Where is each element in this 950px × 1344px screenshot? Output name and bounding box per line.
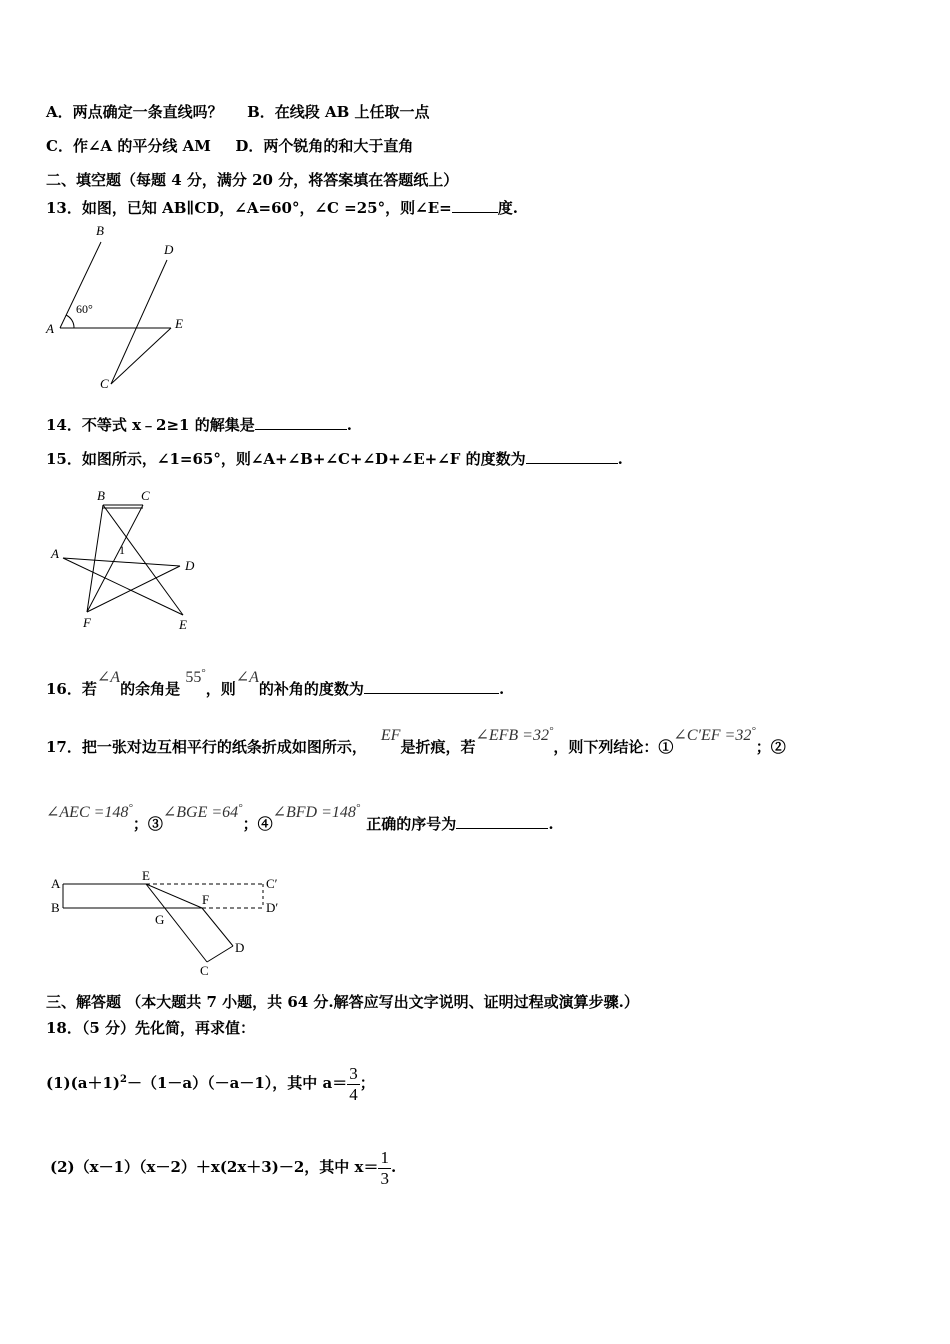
q15-label-e: E — [179, 617, 187, 632]
q17-bfd-degree: ° — [355, 802, 361, 814]
q17-label-c: C — [200, 963, 209, 978]
q17-label-a: A — [51, 876, 61, 891]
q17-aec-degree: ° — [128, 802, 133, 814]
q17-label-g: G — [155, 912, 165, 927]
q18-part1-end: ； — [359, 1074, 375, 1092]
q12-option-c: C．作∠A 的平分线 AM — [46, 137, 211, 155]
q13-answer-blank[interactable] — [452, 196, 498, 213]
q12-option-d: D．两个锐角的和大于直角 — [235, 137, 414, 155]
q17-label-e: E — [142, 868, 150, 883]
q16-answer-blank[interactable] — [364, 677, 499, 694]
section3-title: 三、解答题 （本大题共 7 小题，共 64 分.解答应写出文字说明、证明过程或演算步骤.） — [46, 993, 639, 1011]
q17-label-d: D — [235, 940, 245, 955]
q16-value-number: 55 — [185, 669, 202, 686]
q14-prefix: 14．不等式 x﹣2≥1 的解集是 — [46, 416, 255, 434]
q18-title: 18．（5 分）先化简，再求值： — [46, 1019, 256, 1037]
q14-suffix: . — [346, 416, 352, 434]
q17-label-d1: D′ — [266, 900, 279, 915]
q17-mid6: 正确的序号为 — [366, 815, 457, 833]
q16-mid1: 的余角是 — [120, 680, 181, 698]
q18-part1 — [46, 1056, 375, 1107]
q16-prefix: 16．若 — [46, 680, 97, 698]
q17-bge-degree: ° — [238, 802, 243, 814]
q18-part2-numerator: 1 — [380, 1147, 389, 1167]
q15-label-d: D — [185, 558, 195, 573]
q13-figure — [40, 220, 200, 395]
q15-line-ad — [63, 558, 180, 566]
q17-crease-ef — [146, 884, 202, 908]
q13-label-b: B — [96, 223, 104, 238]
q17-angle-bge — [163, 804, 243, 821]
q15-label-f: F — [83, 615, 91, 630]
q13-line-ce — [111, 328, 171, 384]
q13-angle-arc — [66, 315, 74, 328]
q16-mid3: 的补角的度数为 — [258, 680, 364, 698]
q17-angle-bfd — [273, 804, 361, 821]
q17-line2 — [46, 802, 554, 836]
q15-label-b: B — [97, 488, 105, 503]
q17-angle-efb-text: ∠EFB =32 — [475, 727, 549, 744]
q18-part1-numerator: 3 — [349, 1063, 358, 1083]
q13-label-a: A — [46, 321, 54, 336]
q17-label-f: F — [202, 892, 210, 907]
q13-label-c: C — [100, 376, 109, 391]
q17-angle-aec-text: ∠AEC =148 — [46, 804, 129, 821]
q18-part2-fraction — [378, 1148, 391, 1189]
q15-prefix: 15．如图所示，∠1=65°，则∠A+∠B+∠C+∠D+∠E+∠F 的度数为 — [46, 450, 526, 468]
q18-part2-denominator: 3 — [380, 1168, 389, 1188]
q17-line1 — [46, 725, 786, 759]
q17-angle-c1ef — [673, 727, 755, 744]
q13-label-e: E — [175, 316, 183, 331]
q18-part1-exponent: 2 — [119, 1074, 127, 1085]
q17-angle-efb — [475, 727, 553, 744]
q15-text — [46, 447, 623, 469]
q17-figure — [45, 868, 295, 980]
q16-angle-a: ∠A — [96, 669, 121, 686]
q15-line-fd — [87, 566, 180, 612]
q17-c1-degree: ° — [751, 725, 756, 737]
q15-answer-blank[interactable] — [526, 447, 618, 464]
q15-label-c: C — [141, 488, 150, 503]
q12-option-b: B．在线段 AB 上任取一点 — [247, 103, 430, 121]
q14-answer-blank[interactable] — [255, 413, 347, 430]
q15-line-ae — [63, 558, 183, 615]
q16-mid2: ，则 — [205, 680, 236, 698]
q13-label-d: D — [164, 242, 174, 257]
q17-angle-aec — [46, 804, 133, 821]
q13-angle-label: 60° — [76, 302, 93, 316]
q15-suffix: . — [617, 450, 623, 468]
q13-suffix: 度. — [497, 199, 518, 217]
q18-part2-end: . — [390, 1158, 397, 1176]
q12-option-a: A．两点确定一条直线吗？ — [46, 103, 223, 121]
q18-part1-b: －（1－a）（－a－1），其中 a＝ — [126, 1074, 348, 1092]
q18-part2 — [50, 1143, 396, 1191]
q17-suffix: . — [548, 815, 554, 833]
q16-angle-a-2: ∠A — [235, 669, 259, 686]
q15-label-a: A — [51, 546, 59, 561]
q15-label-1: 1 — [119, 543, 125, 557]
q13-text — [46, 196, 518, 218]
q14-text — [46, 413, 352, 435]
q17-mid3: ；② — [755, 738, 786, 756]
section2-title: 二、填空题（每题 4 分，满分 20 分，将答案填在答题纸上） — [46, 171, 459, 189]
q17-angle-bfd-text: ∠BFD =148 — [272, 804, 356, 821]
q17-mid5: ；④ — [242, 815, 273, 833]
q17-angle-bge-text: ∠BGE =64 — [162, 804, 239, 821]
q17-fold-fd — [202, 908, 233, 946]
q17-ef: EF — [380, 727, 401, 744]
q12-options-row2 — [46, 136, 413, 156]
q16-suffix: . — [498, 680, 505, 698]
q13-prefix: 13．如图，已知 AB∥CD，∠A=60°，∠C =25°，则∠E= — [46, 199, 452, 217]
q12-options-row1 — [46, 102, 430, 122]
q17-mid4: ；③ — [132, 815, 163, 833]
q17-mid2: ，则下列结论：① — [553, 738, 674, 756]
q17-fold-cd — [207, 946, 233, 962]
q17-angle-c1ef-text: ∠C′EF =32 — [673, 727, 752, 744]
q13-line-dc — [111, 260, 167, 384]
q18-part1-denominator: 4 — [349, 1084, 358, 1104]
q16-angle-value — [185, 669, 205, 686]
q17-efb-degree: ° — [548, 725, 554, 737]
q17-mid1: 是折痕，若 — [400, 738, 476, 756]
q18-part1-fraction — [347, 1064, 360, 1105]
q17-prefix: 17．把一张对边互相平行的纸条折成如图所示， — [46, 738, 367, 756]
q18-part1-a: (1)(a＋1) — [46, 1074, 120, 1092]
q16-value-degree: ° — [201, 667, 206, 679]
q15-figure — [45, 482, 215, 637]
q17-answer-blank[interactable] — [456, 812, 548, 829]
q17-label-b: B — [51, 900, 60, 915]
q16-text — [46, 667, 505, 701]
q18-part2-a: (2)（x－1）（x－2）＋x(2x＋3)－2，其中 x＝ — [50, 1158, 379, 1176]
q17-label-c1: C′ — [266, 876, 278, 891]
